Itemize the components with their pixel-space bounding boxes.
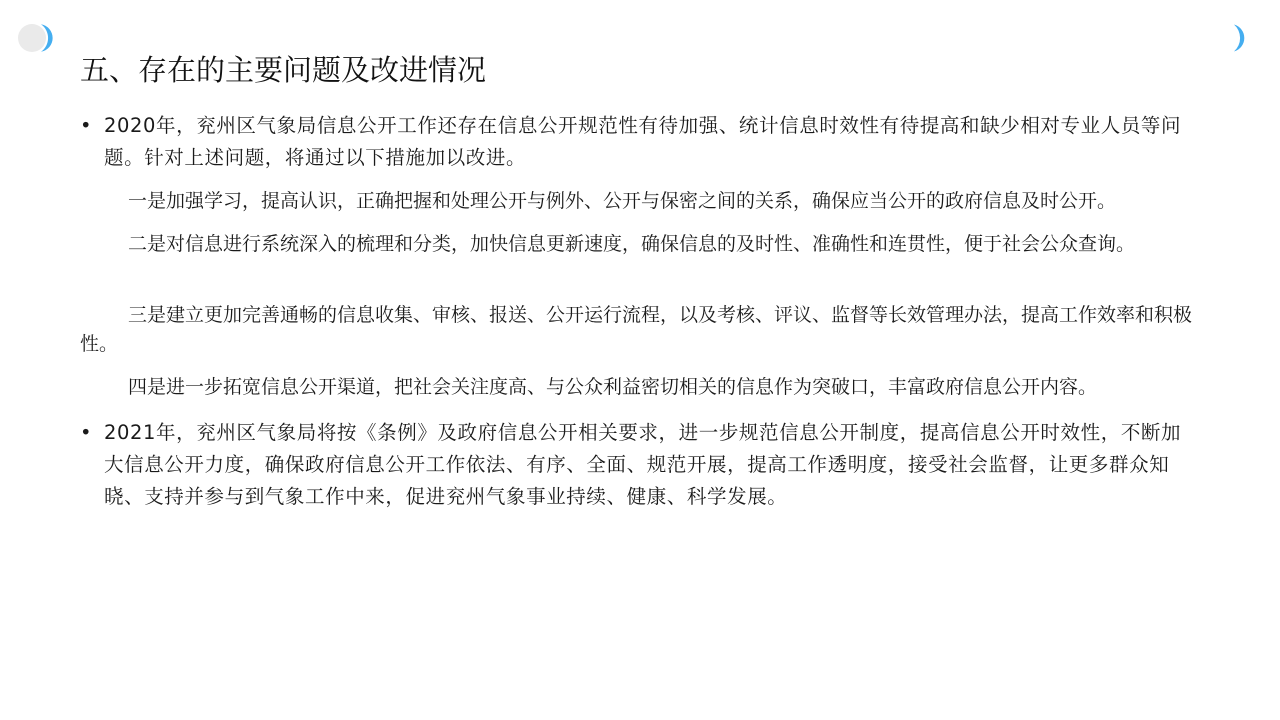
bullet-text-2020: 2020年，兖州区气象局信息公开工作还存在信息公开规范性有待加强、统计信息时效性有待提高和缺少相对专业人员等问题。针对上述问题，将通过以下措施加以改进。: [104, 114, 1182, 169]
page-title: 五、存在的主要问题及改进情况: [80, 53, 487, 87]
crescent-decoration: [1226, 22, 1254, 54]
measure-paragraph-3: 三是建立更加完善通畅的信息收集、审核、报送、公开运行流程，以及考核、评议、监督等长效管理办法，提高工作效率和积极性。: [80, 304, 1193, 355]
bullet-text-2021: 2021年，兖州区气象局将按《条例》及政府信息公开相关要求，进一步规范信息公开制度，提高信息公开时效性，不断加大信息公开力度，确保政府信息公开工作依法、有序、全面、规范开展，提高工作透明度，接受社会监督，让更多群众知晓、支持并参与到气象工作中来，促进兖州气象事业持续、健康、科学发展。: [104, 421, 1182, 508]
measure-paragraph-4: 四是进一步拓宽信息公开渠道，把社会关注度高、与公众利益密切相关的信息作为突破口，丰富政府信息公开内容。: [128, 376, 1098, 398]
measure-paragraph-1: 一是加强学习，提高认识，正确把握和处理公开与例外、公开与保密之间的关系，确保应当公开的政府信息及时公开。: [128, 190, 1117, 212]
measure-paragraph-2: 二是对信息进行系统深入的梳理和分类，加快信息更新速度，确保信息的及时性、准确性和连贯性，便于社会公众查询。: [128, 233, 1136, 255]
bullet-item-2020: [80, 110, 1190, 174]
bullet-marker: •: [80, 421, 93, 444]
bullet-item-2021: [80, 417, 1190, 513]
half-moon-decoration: [18, 22, 58, 54]
bullet-marker: •: [80, 114, 93, 137]
